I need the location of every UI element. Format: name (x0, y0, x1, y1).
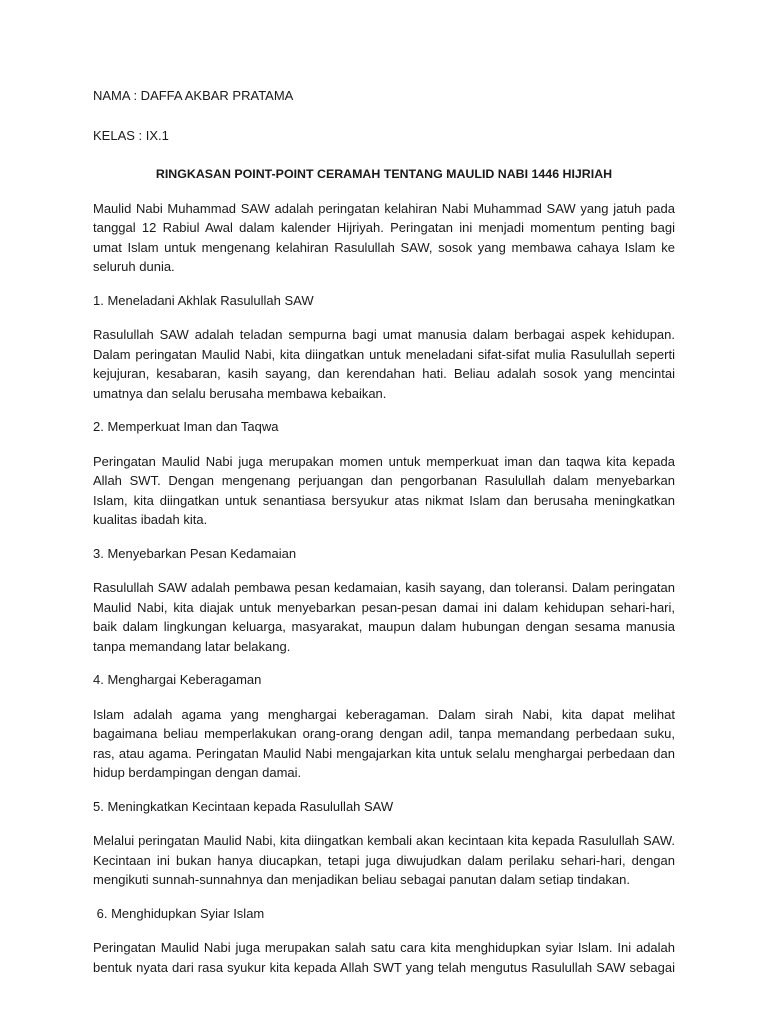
intro-paragraph: Maulid Nabi Muhammad SAW adalah peringatan kelahiran Nabi Muhammad SAW yang jatuh pada tanggal 12 Rabiul Awal dalam kalender Hijriyah. Peringatan ini menjadi momentum penting bagi umat Islam untuk mengenang kelahiran Rasulullah SAW, sosok yang membawa cahaya Islam ke seluruh dunia. (93, 200, 675, 274)
section-heading-2: 2. Memperkuat Iman dan Taqwa (93, 419, 279, 434)
section-body-6: Peringatan Maulid Nabi juga merupakan salah satu cara kita menghidupkan syiar Islam. Ini adalah bentuk nyata dari rasa syukur kita kepada Allah SWT yang telah mengutus Rasulullah SAW sebagai (93, 940, 675, 975)
section-heading-5: 5. Meningkatkan Kecintaan kepada Rasulullah SAW (93, 798, 394, 814)
section-heading-6: 6. Menghidupkan Syiar Islam (93, 905, 265, 921)
document-title: RINGKASAN POINT-POINT CERAMAH TENTANG MAULID NABI 1446 HIJRIAH (155, 167, 613, 181)
student-name: NAMA : DAFFA AKBAR PRATAMA (93, 88, 294, 103)
document-page (93, 86, 675, 977)
section-body-2: Peringatan Maulid Nabi juga merupakan momen untuk memperkuat iman dan taqwa kita kepada Allah SWT. Dengan mengenang perjuangan dan pengorbanan Rasulullah dalam menyebarkan Islam, kita diingatkan untuk senantiasa bersyukur atas nikmat Islam dan berusaha meningkatkan kualitas ibadah kita. (93, 453, 675, 527)
student-class: KELAS : IX.1 (93, 127, 169, 143)
section-heading-4: 4. Menghargai Keberagaman (93, 672, 262, 687)
section-body-4: Islam adalah agama yang menghargai keberagaman. Dalam sirah Nabi, kita dapat melihat bagaimana beliau memperlakukan orang-orang dengan adil, tanpa memandang perbedaan suku, ras, atau agama. Peringatan Maulid Nabi mengajarkan kita untuk selalu menghargai perbedaan dan hidup berdampingan dengan damai. (93, 706, 675, 780)
section-heading-3: 3. Menyebarkan Pesan Kedamaian (93, 545, 297, 561)
section-heading-1: 1. Meneladani Akhlak Rasulullah SAW (93, 292, 314, 308)
section-body-3: Rasulullah SAW adalah pembawa pesan kedamaian, kasih sayang, dan toleransi. Dalam peringatan Maulid Nabi, kita diajak untuk menyebarkan pesan-pesan damai ini dalam kehidupan sehari-hari, baik dalam lingkungan keluarga, masyarakat, maupun dalam hubungan dengan sesama manusia tanpa memandang latar belakang. (93, 580, 675, 654)
section-body-5: Melalui peringatan Maulid Nabi, kita diingatkan kembali akan kecintaan kita kepada Rasulullah SAW. Kecintaan ini bukan hanya diucapkan, tetapi juga diwujudkan dalam perilaku sehari-hari, dengan mengikuti sunnah-sunnahnya dan menjadikan beliau sebagai panutan dalam setiap tindakan. (93, 833, 675, 887)
section-body-1: Rasulullah SAW adalah teladan sempurna bagi umat manusia dalam berbagai aspek kehidupan. Dalam peringatan Maulid Nabi, kita diingatkan untuk meneladani sifat-sifat mulia Rasulullah seperti kejujuran, kesabaran, kasih sayang, dan kerendahan hati. Beliau adalah sosok yang mencintai umatnya dan selalu berusaha membawa kebaikan. (93, 327, 675, 401)
